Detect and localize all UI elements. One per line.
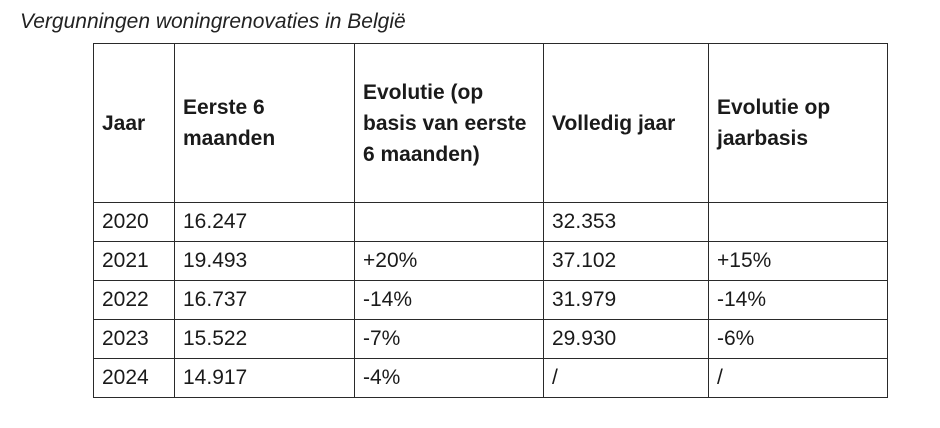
table-row bbox=[94, 242, 888, 281]
table-header bbox=[94, 44, 888, 203]
cell-year: 2021 bbox=[94, 242, 175, 281]
cell-evolution-six-months bbox=[355, 203, 544, 242]
table-row bbox=[94, 320, 888, 359]
cell-full-year: 29.930 bbox=[544, 320, 709, 359]
cell-evolution-yearly: -6% bbox=[709, 320, 888, 359]
cell-evolution-yearly: +15% bbox=[709, 242, 888, 281]
header-first-six-months: Eerste 6 maanden bbox=[175, 44, 355, 203]
cell-first-six-months: 16.737 bbox=[175, 281, 355, 320]
cell-year: 2020 bbox=[94, 203, 175, 242]
cell-evolution-six-months: -14% bbox=[355, 281, 544, 320]
header-year: Jaar bbox=[94, 44, 175, 203]
table-row bbox=[94, 359, 888, 398]
cell-full-year: / bbox=[544, 359, 709, 398]
renovation-permits-table bbox=[93, 43, 888, 398]
header-evolution-six-months: Evolutie (op basis van eerste 6 maanden) bbox=[355, 44, 544, 203]
cell-year: 2024 bbox=[94, 359, 175, 398]
cell-evolution-six-months: -4% bbox=[355, 359, 544, 398]
table-body bbox=[94, 203, 888, 398]
cell-evolution-yearly: / bbox=[709, 359, 888, 398]
cell-first-six-months: 14.917 bbox=[175, 359, 355, 398]
cell-year: 2022 bbox=[94, 281, 175, 320]
cell-evolution-yearly bbox=[709, 203, 888, 242]
cell-full-year: 32.353 bbox=[544, 203, 709, 242]
cell-evolution-six-months: +20% bbox=[355, 242, 544, 281]
header-full-year: Volledig jaar bbox=[544, 44, 709, 203]
header-row bbox=[94, 44, 888, 203]
cell-first-six-months: 15.522 bbox=[175, 320, 355, 359]
cell-first-six-months: 19.493 bbox=[175, 242, 355, 281]
cell-full-year: 37.102 bbox=[544, 242, 709, 281]
cell-full-year: 31.979 bbox=[544, 281, 709, 320]
header-evolution-yearly: Evolutie op jaarbasis bbox=[709, 44, 888, 203]
table-row bbox=[94, 281, 888, 320]
cell-evolution-yearly: -14% bbox=[709, 281, 888, 320]
cell-evolution-six-months: -7% bbox=[355, 320, 544, 359]
cell-year: 2023 bbox=[94, 320, 175, 359]
table-caption: Vergunningen woningrenovaties in België bbox=[20, 10, 406, 33]
cell-first-six-months: 16.247 bbox=[175, 203, 355, 242]
table-row bbox=[94, 203, 888, 242]
